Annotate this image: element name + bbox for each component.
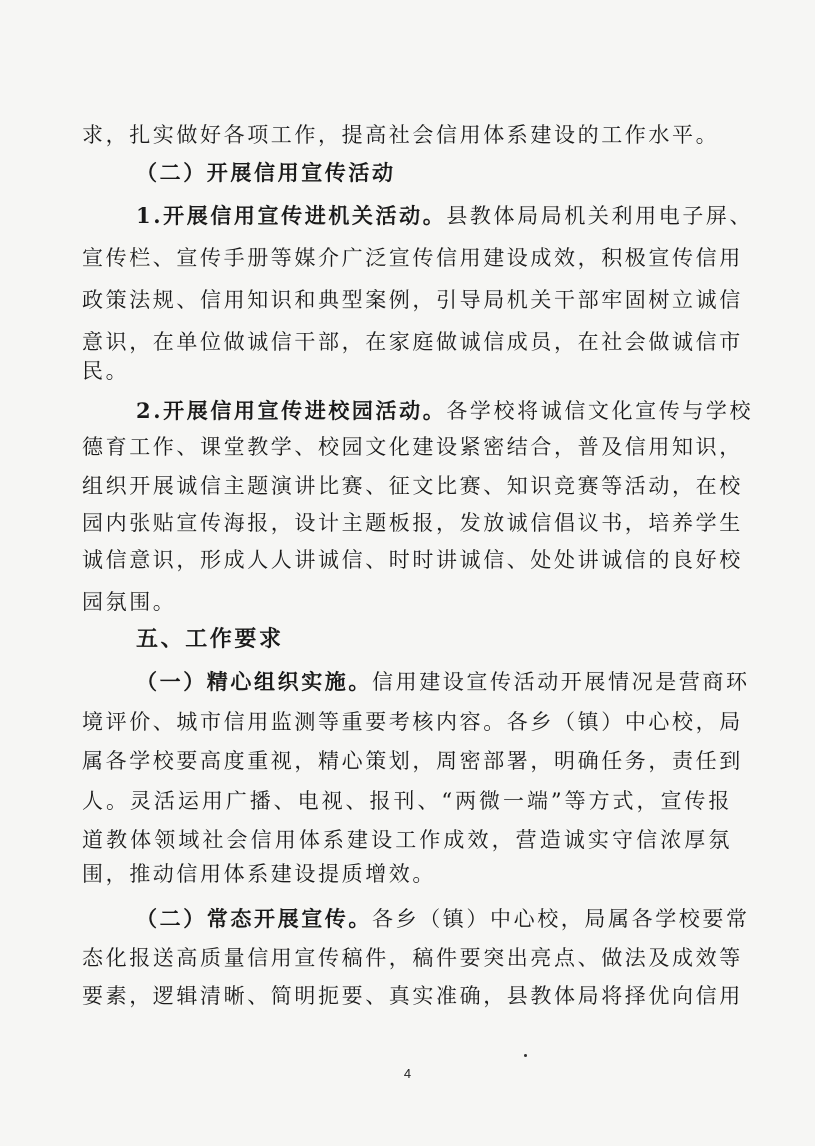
body-line: 园内张贴宣传海报，设计主题板报，发放诚信倡议书，培养学生 bbox=[82, 511, 743, 535]
body-line: 民。 bbox=[82, 359, 130, 383]
item-heading: （二）常态开展宣传。 bbox=[136, 906, 372, 931]
body-line: 园氛围。 bbox=[82, 590, 177, 614]
body-line: 意识，在单位做诚信干部，在家庭做诚信成员，在社会做诚信市 bbox=[82, 330, 743, 354]
body-line: 求，扎实做好各项工作，提高社会信用体系建设的工作水平。 bbox=[82, 123, 720, 147]
body-line: 道教体领域社会信用体系建设工作成效，营造诚实守信浓厚氛 bbox=[82, 828, 732, 852]
item-text: 各乡（镇）中心校，局属各学校要常 bbox=[372, 907, 750, 931]
item-heading: 1.开展信用宣传进机关活动。 bbox=[136, 203, 447, 228]
body-line: 德育工作、课堂教学、校园文化建设紧密结合，普及信用知识， bbox=[82, 435, 743, 459]
body-line: 态化报送高质量信用宣传稿件，稿件要突出亮点、做法及成效等 bbox=[82, 946, 743, 970]
body-line: 要素，逻辑清晰、简明扼要、真实准确，县教体局将择优向信用 bbox=[82, 984, 743, 1008]
body-line: 境评价、城市信用监测等重要考核内容。各乡（镇）中心校，局 bbox=[82, 710, 743, 734]
subsection-heading: （二）开展信用宣传活动 bbox=[136, 160, 396, 185]
section-heading: 五、工作要求 bbox=[136, 626, 284, 652]
body-line: 宣传栏、宣传手册等媒介广泛宣传信用建设成效，积极宣传信用 bbox=[82, 246, 743, 270]
item-heading: （一）精心组织实施。 bbox=[136, 669, 372, 694]
body-line bbox=[136, 397, 754, 425]
body-line: 政策法规、信用知识和典型案例，引导局机关干部牢固树立诚信 bbox=[82, 288, 743, 312]
item-heading: 2.开展信用宣传进校园活动。 bbox=[136, 398, 447, 423]
body-line: 诚信意识，形成人人讲诚信、时时讲诚信、处处讲诚信的良好校 bbox=[82, 548, 743, 572]
body-line: 组织开展诚信主题演讲比赛、征文比赛、知识竞赛等活动，在校 bbox=[82, 474, 743, 498]
body-line bbox=[136, 202, 754, 230]
body-line: 围，推动信用体系建设提质增效。 bbox=[82, 862, 436, 886]
page-number: 4 bbox=[403, 1066, 412, 1081]
body-line bbox=[136, 668, 750, 696]
body-line: 属各学校要高度重视，精心策划，周密部署，明确任务，责任到 bbox=[82, 749, 743, 773]
item-text: 信用建设宣传活动开展情况是营商环 bbox=[372, 670, 750, 694]
item-text: 各学校将诚信文化宣传与学校 bbox=[446, 399, 754, 423]
scan-speck bbox=[524, 1054, 527, 1057]
item-text: 县教体局局机关利用电子屏、 bbox=[446, 204, 754, 228]
body-line: 人。灵活运用广播、电视、报刊、“两微一端”等方式，宣传报 bbox=[82, 789, 732, 813]
body-line bbox=[136, 905, 750, 933]
